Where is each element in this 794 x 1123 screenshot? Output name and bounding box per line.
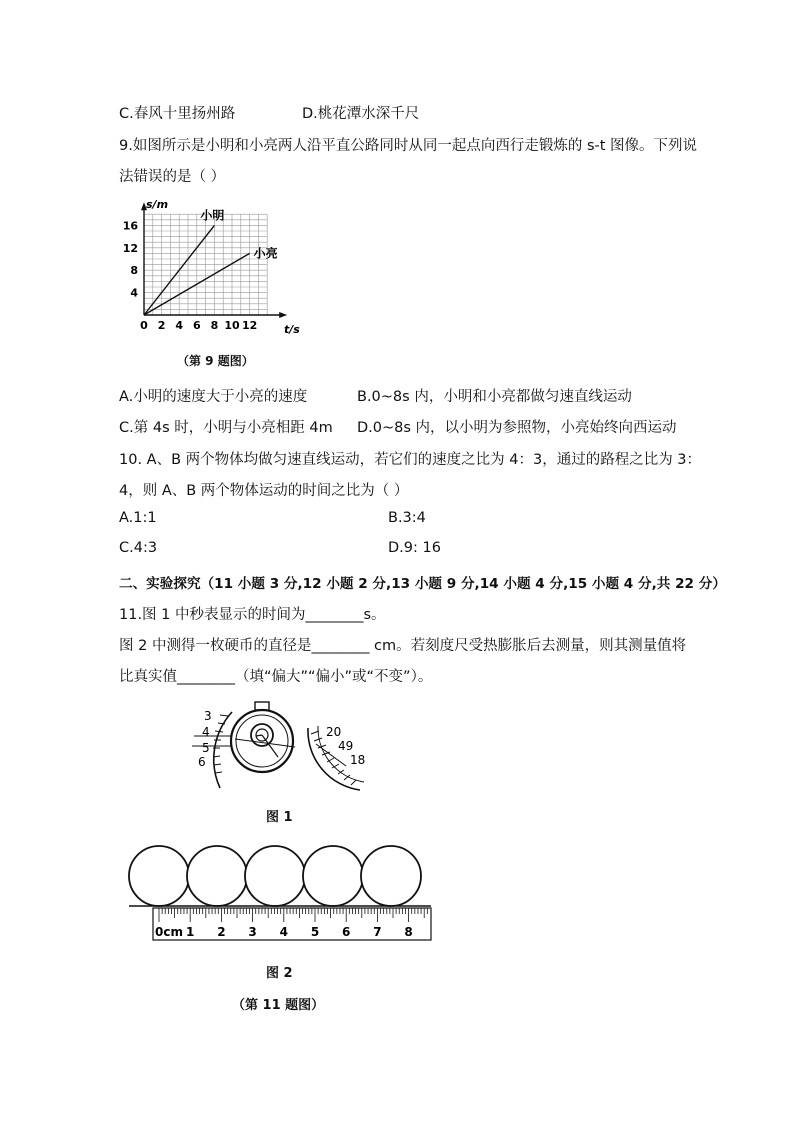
scale-label-49: 49: [338, 739, 354, 753]
ruler-label: 8: [404, 925, 413, 939]
chart-series: [144, 208, 278, 315]
series-label: 小明: [200, 208, 225, 223]
scale-label-18: 18: [350, 753, 366, 767]
q9-stem-line1: 9.如图所示是小明和小亮两人沿平直公路同时从同一起点向西行走锻炼的 s-t 图像。下列说: [119, 138, 698, 154]
chart-grid: [144, 214, 267, 315]
fig2-caption: 图 2: [266, 966, 293, 981]
q9-option-a: A.小明的速度大于小亮的速度: [119, 389, 308, 405]
q11-line2: 图 2 中测得一枚硬币的直径是________ cm。若刻度尺受热膨胀后去测量，则其测量值将: [119, 638, 687, 654]
q10-option-c: C.4:3: [119, 540, 158, 556]
ruler-label: 4: [279, 925, 288, 939]
y-tick-label: 12: [122, 241, 138, 255]
q10-option-b: B.3:4: [388, 510, 426, 526]
stopwatch-figure: [180, 698, 380, 798]
q9-figure-caption: （第 9 题图）: [177, 354, 254, 368]
coin: [187, 846, 247, 906]
x-tick-label: 8: [210, 319, 219, 332]
stopwatch-label-4: 4: [202, 725, 210, 739]
ruler-label: 6: [342, 925, 351, 939]
chart-x-label: t/s: [284, 323, 300, 336]
q11-line3: 比真实值________（填“偏大”“偏小”或“不变”）。: [119, 669, 433, 685]
section2-heading: 二、实验探究（11 小题 3 分,12 小题 2 分,13 小题 9 分,14 小题 4 分,15 小题 4 分,共 22 分）: [119, 576, 726, 592]
q10-option-d: D.9: 16: [388, 540, 441, 556]
scale-label-20: 20: [326, 725, 342, 739]
x-tick-label: 4: [175, 319, 184, 332]
stopwatch-label-3: 3: [204, 709, 212, 723]
q8-option-c: C.春风十里扬州路: [119, 106, 236, 122]
y-tick-label: 16: [122, 219, 138, 233]
coin: [129, 846, 189, 906]
coin: [361, 846, 421, 906]
ruler-label: 3: [248, 925, 257, 939]
stopwatch-label-6: 6: [198, 755, 206, 769]
q11-line1: 11.图 1 中秒表显示的时间为________s。: [119, 607, 386, 623]
x-tick-label: 2: [157, 319, 166, 332]
coins: [129, 846, 421, 906]
q10-stem-line1: 10. A、B 两个物体均做匀速直线运动，若它们的速度之比为 4：3，通过的路程之比为 3：: [119, 452, 702, 468]
y-tick-label: 4: [130, 286, 138, 300]
ruler-unit-label: 0cm: [155, 925, 183, 939]
series-label: 小亮: [253, 246, 278, 261]
coin: [303, 846, 363, 906]
q10-option-a: A.1:1: [119, 510, 157, 526]
coin: [245, 846, 305, 906]
ruler-label: 7: [373, 925, 382, 939]
ruler-label: 5: [310, 925, 320, 939]
q10-stem-line2: 4，则 A、B 两个物体运动的时间之比为（ ）: [119, 483, 409, 499]
coin-ruler-figure: [125, 838, 435, 948]
ruler-label: 2: [217, 925, 226, 939]
q9-option-d: D.0~8s 内，以小明为参照物，小亮始终向西运动: [357, 420, 677, 436]
fig1-caption: 图 1: [266, 810, 293, 825]
q9-stem-line2: 法错误的是（ ）: [119, 169, 226, 185]
ruler-label: 1: [186, 925, 195, 939]
x-tick-label: 0: [140, 319, 148, 332]
q8-option-d: D.桃花潭水深千尺: [302, 106, 420, 122]
x-axis-arrow: [279, 312, 287, 318]
x-tick-label: 6: [192, 319, 201, 332]
x-tick-label: 12: [241, 319, 258, 332]
q9-option-c: C.第 4s 时，小明与小亮相距 4m: [119, 420, 333, 436]
chart-y-label: s/m: [146, 198, 169, 211]
x-tick-label: 10: [224, 319, 240, 332]
q9-option-b: B.0~8s 内，小明和小亮都做匀速直线运动: [357, 389, 632, 405]
y-tick-label: 8: [130, 264, 138, 278]
stopwatch-label-5: 5: [202, 741, 210, 755]
q11-figure-caption: （第 11 题图）: [232, 998, 325, 1013]
q9-st-chart: [120, 195, 320, 345]
